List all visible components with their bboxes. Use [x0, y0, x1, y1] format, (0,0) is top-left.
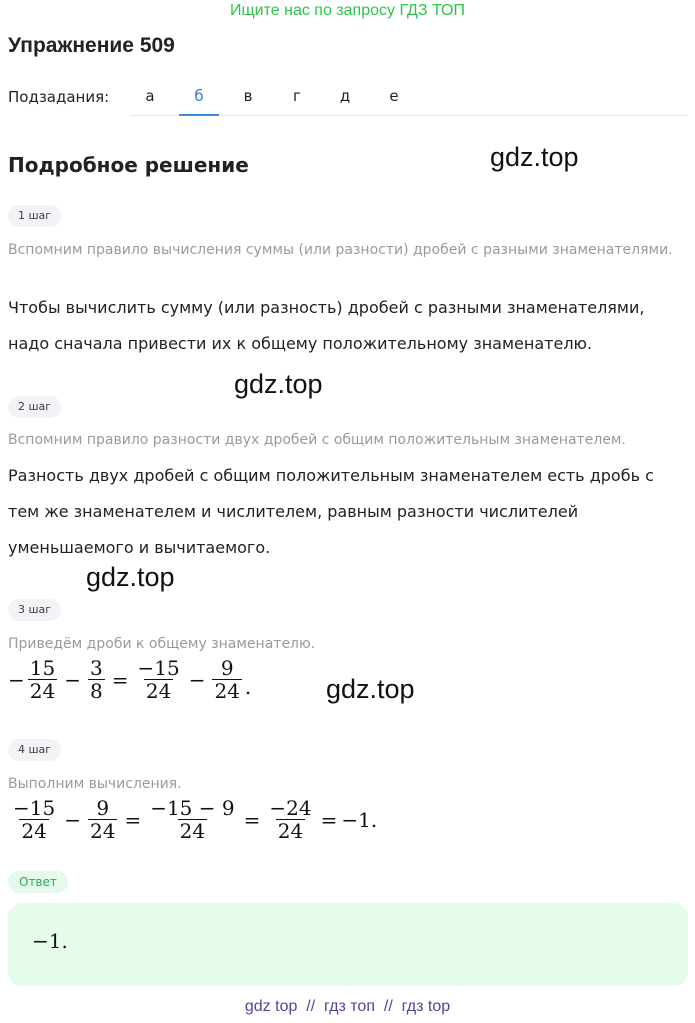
equals-sign: = [320, 808, 338, 832]
promo-banner: Ищите нас по запросу ГДЗ ТОП [230, 2, 465, 19]
fraction [267, 797, 313, 843]
numerator: −24 [269, 796, 312, 820]
equals-sign: = [111, 668, 129, 692]
denominator: 24 [21, 819, 47, 843]
fraction [28, 657, 57, 703]
minus-sign: − [8, 668, 25, 692]
fraction [148, 797, 236, 843]
numerator: −15 [13, 796, 56, 820]
step-3-equation [8, 657, 251, 703]
numerator: 9 [220, 656, 234, 680]
footer-links: gdz top // гдз топ // гдз top [244, 998, 451, 1015]
minus-sign: − [64, 808, 81, 832]
tab-subtask-d[interactable]: д [339, 87, 351, 105]
step-badge: 4 шаг [8, 739, 61, 761]
numerator: 9 [96, 796, 110, 820]
numerator: 15 [29, 656, 56, 680]
numerator: −15 [137, 656, 180, 680]
equals-sign: = [124, 808, 142, 832]
fraction [88, 797, 117, 843]
denominator: 24 [179, 819, 206, 843]
fraction [212, 657, 241, 703]
step-badge: 2 шаг [8, 396, 61, 418]
page-title: Упражнение 509 [8, 34, 175, 57]
denominator: 24 [277, 819, 304, 843]
step-4-equation [8, 797, 377, 843]
watermark: gdz.top [86, 562, 175, 592]
denominator: 24 [29, 679, 56, 703]
minus-sign: − [188, 668, 206, 692]
fraction [88, 657, 105, 703]
step-hint: Выполним вычисления. [8, 776, 182, 792]
answer-badge: Ответ [8, 871, 68, 893]
step-badge: 1 шаг [8, 205, 61, 227]
tab-subtask-g[interactable]: г [293, 87, 301, 105]
answer-box [8, 903, 688, 986]
result-value: −1. [341, 808, 378, 832]
minus-sign: − [64, 668, 81, 692]
denominator: 24 [214, 679, 240, 703]
period: . [244, 675, 252, 699]
answer-value: −1. [32, 929, 68, 953]
denominator: 24 [145, 679, 172, 703]
step-badge: 3 шаг [8, 599, 61, 621]
subtasks-tabs [130, 78, 687, 116]
tab-subtask-e[interactable]: е [389, 87, 399, 105]
numerator: 3 [89, 656, 103, 680]
numerator: −15 − 9 [150, 796, 235, 820]
solution-heading: Подробное решение [8, 153, 249, 177]
watermark: gdz.top [490, 142, 579, 172]
tab-subtask-b[interactable]: б [179, 78, 219, 116]
watermark: gdz.top [234, 369, 323, 399]
step-hint: Вспомним правило разности двух дробей с общим положительным знаменателем. [8, 432, 626, 448]
step-text: Чтобы вычислить сумму (или разность) дробей с разными знаменателями, надо сначала привести их к общему положительному знаменателю. [8, 298, 645, 353]
equals-sign: = [243, 808, 261, 832]
denominator: 24 [89, 819, 116, 843]
tab-subtask-a[interactable]: а [145, 87, 155, 105]
tab-subtask-v[interactable]: в [243, 87, 253, 105]
step-hint: Приведём дроби к общему знаменателю. [8, 636, 316, 652]
step-hint: Вспомним правило вычисления суммы (или разности) дробей с разными знаменателями. [8, 242, 673, 258]
fraction [11, 797, 57, 843]
denominator: 8 [89, 679, 103, 703]
fraction [135, 657, 181, 703]
step-text: Разность двух дробей с общим положительным знаменателем есть дробь с тем же знаменателем и числителем, равным разности числителей уменьшаемого и вычитаемого. [8, 466, 654, 557]
subtasks-label: Подзадания: [8, 88, 110, 106]
watermark: gdz.top [326, 674, 415, 704]
